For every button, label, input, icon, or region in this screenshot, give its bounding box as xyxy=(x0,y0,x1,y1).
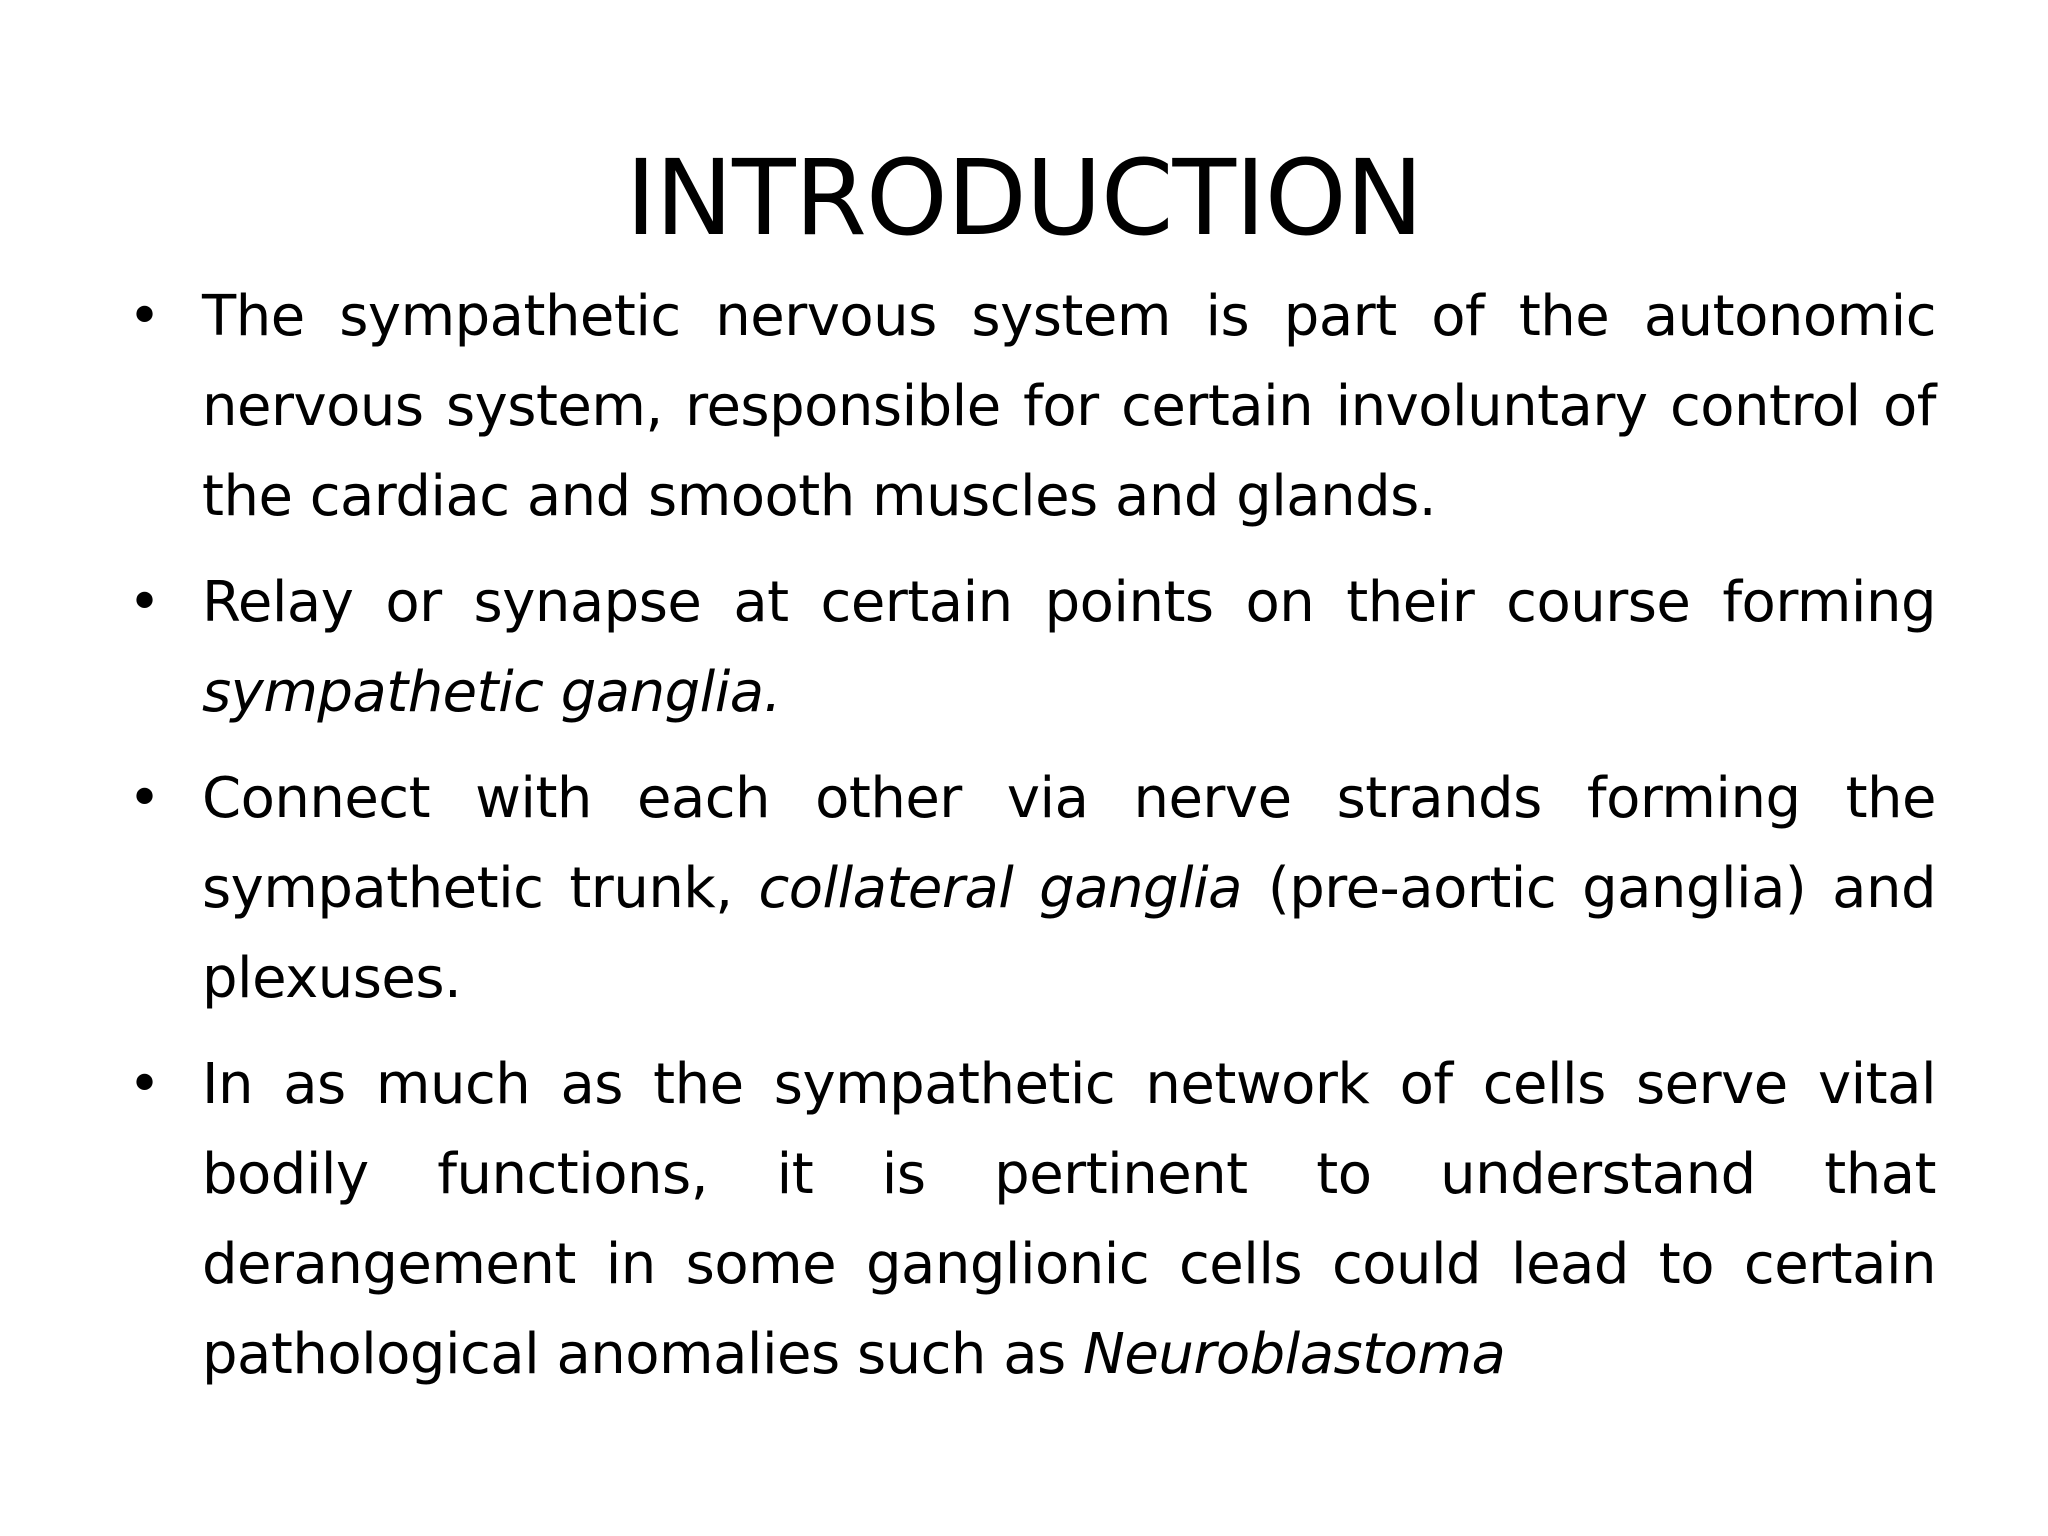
bullet-dot-icon: • xyxy=(128,570,161,635)
bullet-text: The sympathetic nervous system is part of the autonomic nervous system, responsible for certain involuntary control of the cardiac and smooth muscles and glands. xyxy=(202,284,1936,529)
bullet-list xyxy=(128,272,1936,1416)
bullet-text: In as much as the sympathetic network of cells serve vital bodily functions, it is pertinent to understand that derangement in some ganglionic cells could lead to certain pathological anomalies such as xyxy=(202,1052,1936,1387)
bullet-dot-icon: • xyxy=(128,766,161,831)
bullet-item xyxy=(128,1040,1936,1400)
bullet-item xyxy=(128,272,1936,542)
bullet-item xyxy=(128,754,1936,1024)
bullet-text: Relay or synapse at certain points on their course forming xyxy=(202,570,1936,635)
bullet-text-italic: sympathetic ganglia. xyxy=(202,660,781,725)
bullet-dot-icon: • xyxy=(128,284,161,349)
bullet-text-italic: collateral ganglia xyxy=(758,856,1242,921)
slide-title: INTRODUCTION xyxy=(625,137,1423,259)
bullet-text-italic: Neuroblastoma xyxy=(1083,1322,1506,1387)
bullet-text: Connect with each other via nerve strands forming the sympathetic trunk, xyxy=(202,766,1936,921)
bullet-text: (pre-aortic ganglia) and plexuses. xyxy=(202,856,1937,1011)
bullet-dot-icon: • xyxy=(128,1052,161,1117)
bullet-item xyxy=(128,558,1936,738)
